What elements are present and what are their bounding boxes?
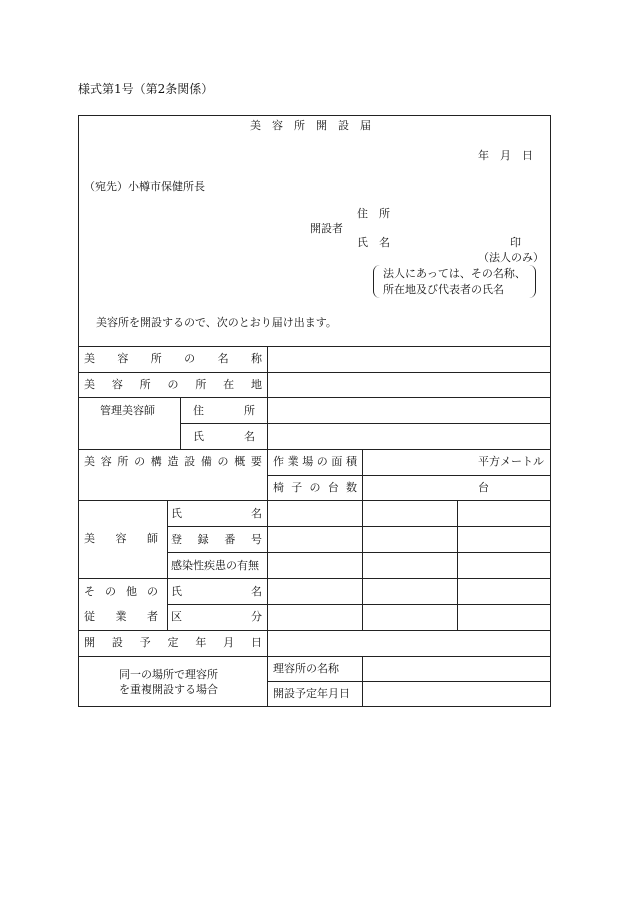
other-staff-label-line2: 従 業 者 (84, 610, 158, 623)
salon-location-label: 美 容 所 の 所 在 地 (84, 378, 262, 391)
corporate-note-line2: 所在地及び代表者の氏名 (383, 283, 504, 296)
date-line[interactable]: 年 月 日 (478, 149, 533, 162)
applicant-group-label: 開設者 (310, 222, 343, 235)
other-name-field[interactable] (268, 579, 362, 603)
manager-label: 管理美容師 (100, 404, 155, 417)
vrule (180, 397, 181, 449)
seal-mark: 印 (510, 236, 521, 249)
manager-address-label: 住 所 (193, 404, 255, 417)
salon-name-label: 美 容 所 の 名 称 (84, 352, 262, 365)
form-number: 様式第1号（第2条関係） (78, 82, 214, 96)
manager-address-field[interactable] (268, 398, 550, 422)
chair-count-field[interactable] (363, 476, 473, 499)
other-category-field[interactable] (268, 605, 362, 629)
manager-name-field[interactable] (268, 424, 550, 448)
duplicate-label-line2: を重複開設する場合 (119, 683, 218, 696)
salon-name-field[interactable] (268, 347, 550, 371)
other-staff-label-line1: そ の 他 の (84, 585, 158, 598)
planned-date-label: 開設予定年月日 (273, 687, 350, 700)
planned-date-field[interactable] (363, 682, 550, 706)
manager-name-label: 氏 名 (193, 430, 255, 443)
corporate-note-line1: 法人にあっては、その名称、 (383, 267, 526, 280)
other-name-label: 氏 名 (171, 585, 262, 598)
chair-unit: 台 (478, 481, 489, 494)
barber-name-label: 理容所の名称 (273, 662, 339, 675)
rule (78, 449, 551, 450)
work-area-unit: 平方メートル (478, 455, 544, 468)
infection-status-field[interactable] (268, 553, 362, 577)
opening-date-field[interactable] (268, 631, 550, 655)
salon-location-field[interactable] (268, 373, 550, 396)
duplicate-label-line1: 同一の場所で理容所 (119, 668, 218, 681)
seal-note: （法人のみ） (478, 251, 544, 264)
work-area-label: 作 業 場 の 面 積 (273, 455, 357, 468)
other-category-label: 区 分 (171, 610, 262, 623)
addressee: （宛先）小樽市保健所長 (84, 180, 205, 193)
beautician-name-field[interactable] (268, 501, 362, 525)
work-area-field[interactable] (363, 450, 473, 474)
vrule (457, 500, 458, 630)
structure-label: 美 容 所 の 構 造 設 備 の 概 要 (84, 455, 262, 468)
name-label: 氏 名 (357, 236, 390, 249)
vrule (167, 500, 168, 630)
statement: 美容所を開設するので、次のとおり届け出ます。 (96, 316, 337, 329)
infection-status-label: 感染性疾患の有無 (171, 559, 259, 572)
form-title: 美 容 所 開 設 届 (250, 119, 371, 132)
beautician-label: 美 容 師 (84, 532, 158, 545)
registration-number-field[interactable] (268, 527, 362, 551)
registration-number-label: 登 録 番 号 (171, 533, 262, 546)
beautician-name-label: 氏 名 (171, 507, 262, 520)
barber-name-field[interactable] (363, 657, 550, 680)
address-label: 住 所 (357, 207, 390, 220)
chair-count-label: 椅 子 の 台 数 (273, 481, 357, 494)
opening-date-label: 開 設 予 定 年 月 日 (84, 636, 262, 649)
